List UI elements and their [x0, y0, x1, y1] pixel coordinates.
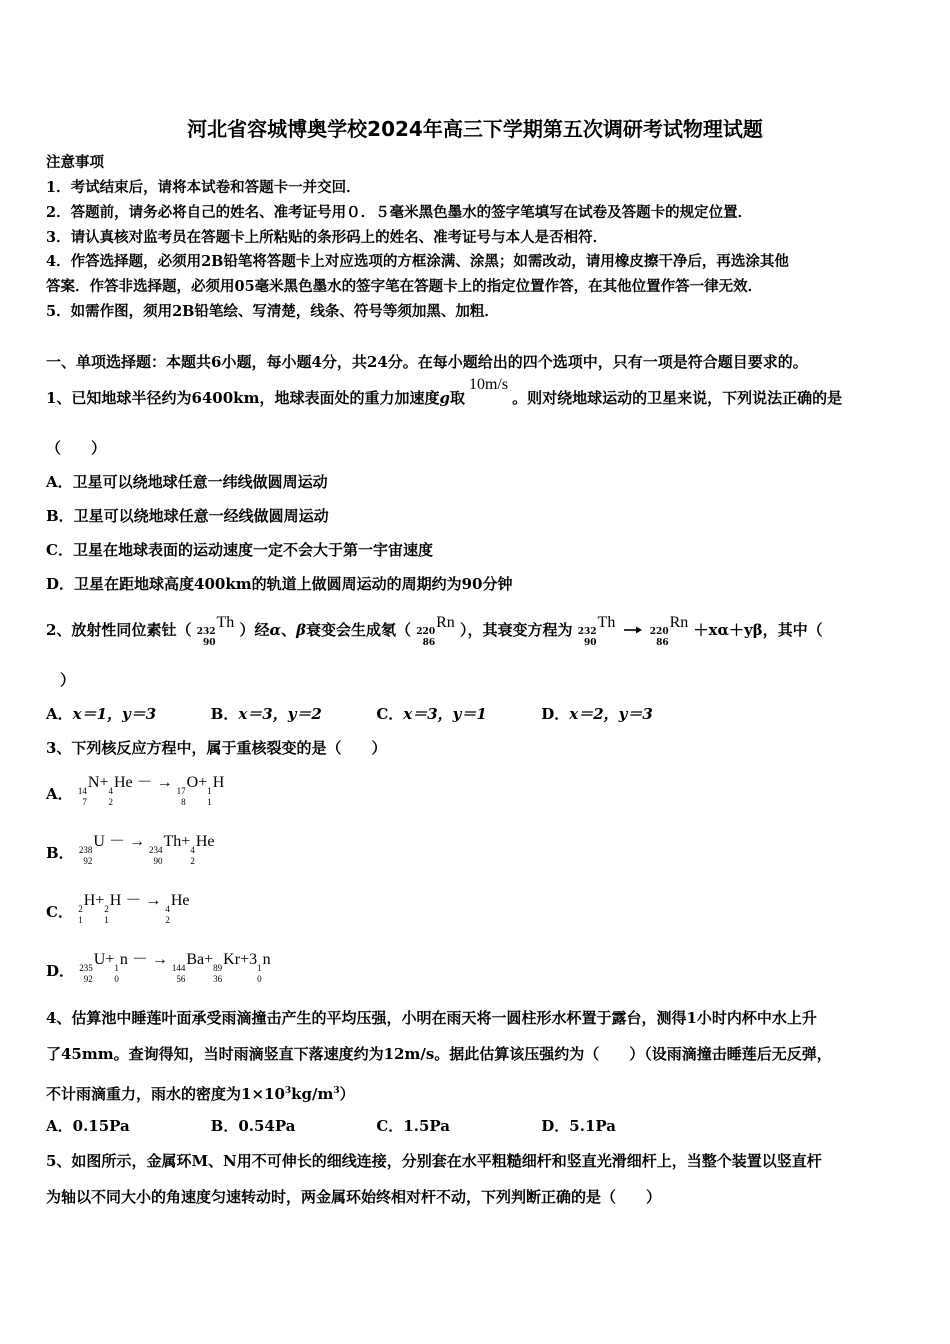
plus-sign: +	[99, 774, 109, 791]
coefficient: 3	[249, 951, 258, 968]
element-symbol: He	[113, 774, 133, 791]
exponent: 3	[333, 1086, 340, 1096]
mass-number: 1	[207, 786, 212, 796]
mass-number: 1	[257, 963, 262, 973]
mass-number: 89	[213, 963, 223, 973]
mass-number: 4	[165, 904, 170, 914]
mass-number: 4	[108, 786, 113, 796]
plus-sign: +	[198, 774, 208, 791]
option-label: D．	[541, 1117, 570, 1135]
option-label: C．	[46, 903, 73, 921]
note-item: 答案．作答非选择题，必须用05毫米黑色墨水的签字笔在答题卡上的指定位置作答，在其他位置作答一律无效．	[46, 278, 763, 295]
option-label: A．	[46, 785, 73, 803]
atomic-number: 86	[656, 638, 669, 648]
atomic-number: 0	[114, 974, 119, 984]
option-label: B．	[46, 844, 74, 862]
option-label: B．	[210, 1117, 239, 1135]
element-symbol: He	[195, 833, 215, 850]
q3-reaction-d	[79, 951, 271, 984]
element-symbol: N	[87, 774, 100, 791]
reaction-arrow: － →	[136, 774, 173, 791]
q1-option-c: C．卫星在地球表面的运动速度一定不会大于第一宇宙速度	[46, 541, 433, 559]
atomic-number: 1	[78, 915, 83, 925]
reaction-arrow-icon	[623, 625, 643, 635]
option-label: D．	[541, 705, 570, 723]
q3-option-c	[46, 892, 190, 938]
beta-symbol: β	[296, 621, 307, 639]
atomic-number: 2	[165, 915, 170, 925]
q4-text: kg/m	[291, 1085, 334, 1103]
mass-number: 220	[416, 627, 436, 637]
nuclide-rn	[416, 612, 454, 649]
question-5-line-1: 5、如图所示，金属环M、N用不可伸长的细线连接，分别套在水平粗糙细杆和竖直光滑细杆上，当整个装置以竖直杆	[46, 1152, 822, 1170]
reaction-arrow: － →	[131, 951, 168, 968]
q1-take: 取	[449, 389, 465, 407]
q1-stem-a: 1、已知地球半径约为6400km，地球表面处的重力加速度	[46, 389, 440, 407]
q2-option-b: x＝3，y＝2	[238, 705, 322, 723]
plus-sign: +	[181, 833, 191, 850]
nuclide-rn	[650, 612, 688, 649]
section-heading: 一、单项选择题：本题共6小题，每小题4分，共24分。在每小题给出的四个选项中，只有一项是符合题目要求的。	[46, 353, 808, 371]
q1-stem-b: 。则对绕地球运动的卫星来说，下列说法正确的是	[512, 389, 843, 407]
note-item: 3．请认真核对监考员在答题卡上所粘贴的条形码上的姓名、准考证号与本人是否相符．	[46, 229, 608, 246]
note-item: 5．如需作图，须用2B铅笔绘、写清楚，线条、符号等须加黑、加粗．	[46, 303, 499, 320]
option-label: C．	[376, 1117, 404, 1135]
question-2-stem	[46, 614, 823, 657]
q4-options	[46, 1116, 616, 1136]
note-item: 2．答题前，请务必将自己的姓名、准考证号用０．５毫米黑色墨水的签字笔填写在试卷及答题卡的规定位置．	[46, 204, 753, 221]
q4-option-a: 0.15Pa	[72, 1117, 130, 1135]
element-symbol: Th	[163, 833, 182, 850]
mass-number: 220	[649, 627, 669, 637]
option-label: B．	[210, 705, 239, 723]
q2-option-a: x＝1，y＝3	[72, 705, 157, 723]
atomic-number: 86	[422, 638, 436, 648]
q3-reaction-c	[78, 892, 190, 925]
mass-number: 4	[190, 845, 195, 855]
mass-number: 232	[196, 627, 216, 637]
q4-option-d: 5.1Pa	[569, 1117, 616, 1135]
question-5-line-2: 为轴以不同大小的角速度匀速转动时，两金属环始终相对杆不动，下列判断正确的是（ ）	[46, 1188, 662, 1206]
mass-number: 17	[176, 786, 186, 796]
q2-text: ）经	[239, 621, 270, 639]
option-label: D．	[46, 962, 75, 980]
element-symbol: U	[93, 951, 106, 968]
atomic-number: 56	[176, 974, 186, 984]
q2-text: 、	[281, 621, 297, 639]
plus-sign: +	[204, 951, 214, 968]
q1-option-a: A．卫星可以绕地球任意一纬线做圆周运动	[46, 473, 328, 491]
atomic-number: 0	[257, 974, 262, 984]
q4-option-c: 1.5Pa	[403, 1117, 450, 1135]
element-symbol: U	[93, 833, 105, 850]
element-symbol: Th	[597, 614, 616, 631]
note-item: 4．作答选择题，必须用2B铅笔将答题卡上对应选项的方框涂满、涂黑；如需改动，请用橡皮擦干净后，再选涂其他	[46, 253, 789, 270]
element-symbol: n	[119, 951, 128, 968]
element-symbol: Kr	[223, 951, 241, 968]
q1-option-b: B．卫星可以绕地球任意一经线做圆周运动	[46, 507, 329, 525]
plus-sign: +	[105, 951, 115, 968]
q4-option-b: 0.54Pa	[238, 1117, 296, 1135]
atomic-number: 36	[213, 974, 223, 984]
mass-number: 232	[577, 627, 597, 637]
atomic-number: 90	[584, 638, 597, 648]
question-1-stem	[46, 376, 843, 409]
element-symbol: n	[262, 951, 271, 968]
note-item: 1．考试结束后，请将本试卷和答题卡一并交回．	[46, 179, 361, 196]
q3-option-a	[46, 774, 225, 820]
q1-value: 10m/s	[468, 376, 509, 393]
mass-number: 235	[79, 963, 93, 973]
plus-sign: +	[240, 951, 250, 968]
q2-text: ），其衰变方程为	[460, 621, 573, 639]
q3-option-d	[46, 951, 271, 997]
question-3-stem: 3、下列核反应方程中，属于重核裂变的是（ ）	[46, 739, 387, 757]
atomic-number: 90	[153, 856, 163, 866]
mass-number: 2	[78, 904, 83, 914]
element-symbol: H	[83, 892, 96, 909]
notes-heading: 注意事项	[46, 154, 104, 171]
atomic-number: 7	[82, 797, 87, 807]
element-symbol: H	[212, 774, 225, 791]
q2-text: 衰变会生成氡（	[306, 621, 412, 639]
element-symbol: O	[186, 774, 199, 791]
mass-number: 2	[104, 904, 109, 914]
mass-number: 14	[77, 786, 87, 796]
question-4-line-2: 了45mm。查询得知，当时雨滴竖直下落速度约为12m/s。据此估算该压强约为（ ）（设雨滴撞击睡莲后无反弹，	[46, 1045, 832, 1063]
element-symbol: Rn	[436, 614, 455, 631]
q4-text: ）	[339, 1085, 355, 1103]
question-4-line-1: 4、估算池中睡莲叶面承受雨滴撞击产生的平均压强，小明在雨天将一圆柱形水杯置于露台，测得1小时内杯中水上升	[46, 1009, 817, 1027]
q3-reaction-b	[78, 833, 215, 866]
element-symbol: He	[170, 892, 190, 909]
q2-option-c: x＝3，y＝1	[403, 705, 487, 723]
atomic-number: 2	[108, 797, 113, 807]
q2-text: ＋xα＋yβ，其中（	[693, 621, 823, 639]
atomic-number: 2	[190, 856, 195, 866]
exponent: 3	[284, 1086, 292, 1096]
atomic-number: 92	[83, 856, 93, 866]
nuclide-th	[197, 612, 235, 649]
page-title: 河北省容城博奥学校2024年高三下学期第五次调研考试物理试题	[187, 117, 763, 141]
question-4-line-3	[46, 1081, 355, 1104]
option-label: A．	[46, 705, 73, 723]
q3-option-b	[46, 833, 215, 879]
q2-text: 2、放射性同位素钍（	[46, 621, 192, 639]
q3-reaction-a	[77, 774, 225, 807]
q2-options	[46, 704, 653, 724]
reaction-arrow: － →	[125, 892, 162, 909]
element-symbol: Rn	[669, 614, 689, 631]
atomic-number: 1	[104, 915, 109, 925]
q1-option-d: D．卫星在距地球高度400km的轨道上做圆周运动的周期约为90分钟	[46, 575, 513, 593]
atomic-number: 92	[83, 974, 93, 984]
atomic-number: 90	[202, 638, 216, 648]
alpha-symbol: α	[269, 621, 282, 639]
q2-option-d: x＝2，y＝3	[569, 705, 653, 723]
option-label: C．	[376, 705, 404, 723]
nuclide-th	[578, 612, 616, 649]
reaction-arrow: － →	[108, 833, 145, 850]
element-symbol: Th	[216, 614, 235, 631]
q2-close: ）	[60, 671, 76, 689]
option-label: A．	[46, 1117, 73, 1135]
q1-paren: （ ）	[46, 439, 107, 457]
mass-number: 238	[78, 845, 93, 855]
mass-number: 1	[114, 963, 119, 973]
plus-sign: +	[95, 892, 105, 909]
element-symbol: Ba	[186, 951, 205, 968]
q1-g: g	[439, 389, 450, 407]
atomic-number: 8	[181, 797, 186, 807]
mass-number: 234	[149, 845, 163, 855]
q4-text: 不计雨滴重力，雨水的密度为1×10	[46, 1085, 285, 1103]
atomic-number: 1	[207, 797, 212, 807]
mass-number: 144	[171, 963, 186, 973]
element-symbol: H	[109, 892, 122, 909]
